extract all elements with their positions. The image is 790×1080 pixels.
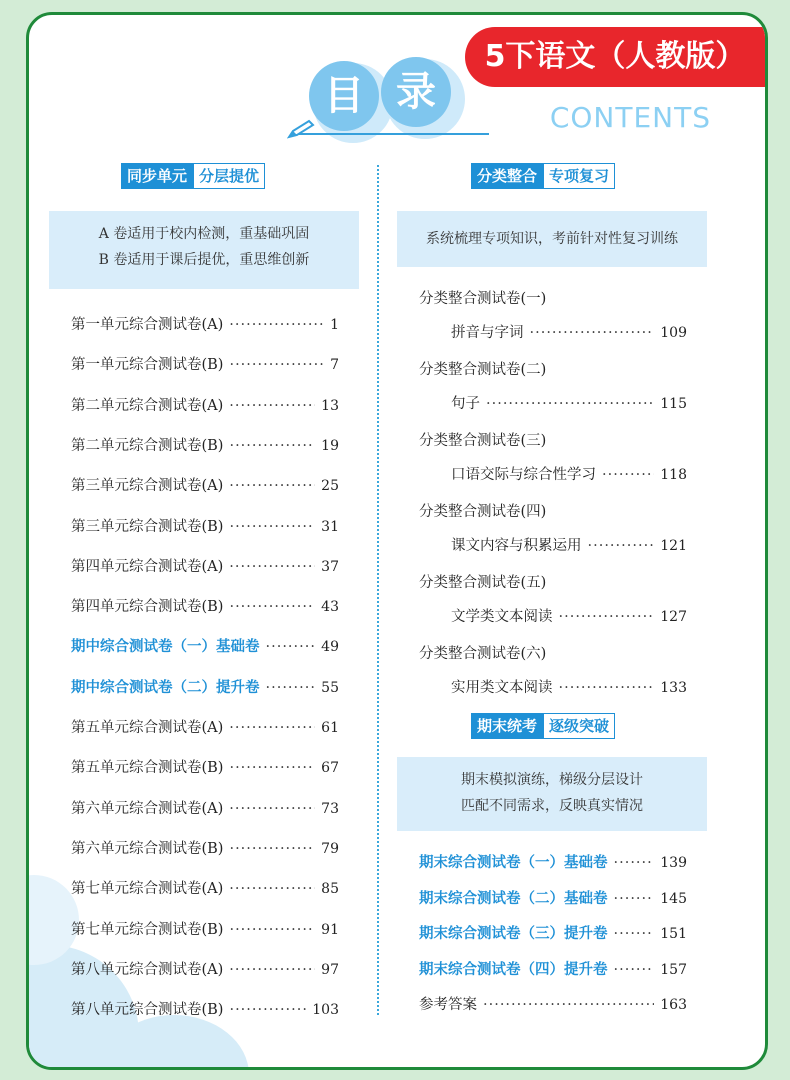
toc-page-number: 115 (660, 396, 687, 412)
toc-entry[interactable] (451, 676, 687, 697)
toc-leader-dots (486, 396, 654, 412)
toc-leader-dots (530, 325, 655, 341)
toc-title: 第五单元综合测试卷(A) (71, 720, 224, 736)
toc-entry[interactable] (71, 676, 339, 697)
toc-group-title[interactable]: 分类整合测试卷(二) (419, 362, 547, 378)
toc-leader-dots (229, 599, 315, 615)
toc-leader-dots (229, 357, 324, 373)
toc-entry[interactable] (71, 998, 339, 1019)
column-divider (377, 165, 379, 1015)
toc-page-number: 13 (321, 397, 339, 414)
toc-entry[interactable] (419, 993, 687, 1014)
section-classified: 分类整合 专项复习 (471, 163, 615, 189)
toc-page-number: 127 (660, 609, 687, 625)
section-sync-units: 同步单元 分层提优 (121, 163, 265, 189)
toc-entry[interactable] (71, 595, 339, 616)
toc-entry[interactable] (71, 313, 339, 334)
toc-title: 第六单元综合测试卷(A) (71, 800, 224, 817)
toc-leader-dots (614, 855, 655, 871)
toc-title: 第四单元综合测试卷(A) (71, 558, 224, 575)
toc-page-number: 91 (321, 921, 339, 938)
toc-page-number: 151 (660, 926, 687, 942)
toc-leader-dots (614, 926, 655, 942)
toc-page-number: 1 (330, 317, 339, 333)
toc-title: 第三单元综合测试卷(A) (71, 478, 224, 495)
contents-card (26, 12, 768, 1070)
toc-title: 口语交际与综合性学习 (451, 467, 596, 483)
toc-entry[interactable] (71, 877, 339, 898)
toc-page-number: 7 (330, 357, 339, 374)
toc-entry[interactable] (451, 534, 687, 555)
toc-entry[interactable] (419, 958, 687, 979)
title-char-1: 目 (309, 61, 379, 131)
toc-leader-dots (229, 881, 315, 897)
toc-leader-dots (229, 760, 315, 776)
toc-leader-dots (229, 962, 315, 978)
toc-entry[interactable] (419, 851, 687, 872)
toc-leader-dots (229, 559, 315, 575)
toc-title: 期末综合测试卷（四）提升卷 (419, 961, 608, 978)
toc-title: 文学类文本阅读 (451, 609, 553, 625)
toc-leader-dots (229, 1002, 306, 1018)
toc-page-number: 97 (321, 961, 339, 978)
toc-entry[interactable] (71, 958, 339, 979)
toc-title: 第七单元综合测试卷(A) (71, 881, 224, 898)
pen-icon (287, 119, 315, 139)
toc-title: 课文内容与积累运用 (451, 538, 582, 554)
toc-title: 第五单元综合测试卷(B) (71, 760, 224, 777)
toc-entry[interactable] (71, 555, 339, 576)
toc-leader-dots (229, 438, 315, 454)
toc-leader-dots (483, 997, 654, 1013)
toc-page-number: 61 (321, 720, 339, 736)
toc-leader-dots (229, 519, 315, 535)
toc-title: 第八单元综合测试卷(A) (71, 961, 224, 978)
toc-page-number: 133 (660, 680, 687, 696)
toc-page-number: 49 (321, 639, 339, 656)
toc-page-number: 67 (321, 760, 339, 777)
toc-entry[interactable] (71, 716, 339, 737)
toc-title: 第一单元综合测试卷(A) (71, 317, 224, 333)
toc-page-number: 55 (321, 679, 339, 696)
toc-leader-dots (602, 467, 654, 483)
toc-entry[interactable] (451, 605, 687, 626)
page-title (29, 15, 765, 165)
toc-leader-dots (229, 478, 315, 494)
toc-title: 第一单元综合测试卷(B) (71, 357, 224, 374)
toc-page-number: 145 (660, 890, 687, 907)
toc-entry[interactable] (71, 353, 339, 374)
toc-title: 第四单元综合测试卷(B) (71, 599, 224, 616)
toc-entry[interactable] (71, 797, 339, 818)
toc-leader-dots (614, 891, 655, 907)
title-char-2: 录 (381, 57, 451, 127)
toc-page-number: 109 (660, 325, 687, 341)
toc-group-title[interactable]: 分类整合测试卷(三) (419, 433, 547, 449)
title-underline (299, 133, 489, 135)
toc-title: 期末综合测试卷（二）基础卷 (419, 890, 608, 907)
toc-group-title[interactable]: 分类整合测试卷(六) (419, 646, 547, 662)
toc-page-number: 85 (321, 881, 339, 898)
toc-entry[interactable] (71, 756, 339, 777)
toc-title: 期中综合测试卷（一）基础卷 (71, 639, 260, 656)
toc-page-number: 139 (660, 855, 687, 871)
toc-entry[interactable] (71, 918, 339, 939)
toc-title: 实用类文本阅读 (451, 680, 553, 696)
toc-leader-dots (229, 922, 315, 938)
toc-page-number: 19 (321, 437, 339, 454)
toc-title: 期中综合测试卷（二）提升卷 (71, 679, 260, 696)
toc-entry[interactable] (419, 887, 687, 908)
toc-entry[interactable] (71, 394, 339, 415)
toc-group-title[interactable]: 分类整合测试卷(一) (419, 291, 547, 307)
toc-title: 参考答案 (419, 997, 477, 1013)
toc-page-number: 37 (321, 558, 339, 575)
toc-entry[interactable] (71, 474, 339, 495)
toc-title: 第二单元综合测试卷(A) (71, 397, 224, 414)
toc-page-number: 157 (660, 961, 687, 978)
toc-leader-dots (588, 538, 655, 554)
toc-leader-dots (559, 680, 655, 696)
finals-description: 期末模拟演练，梯级分层设计 匹配不同需求，反映真实情况 (397, 757, 707, 831)
toc-page-number: 73 (321, 800, 339, 817)
toc-entry[interactable] (71, 515, 339, 536)
toc-entry[interactable] (451, 392, 687, 413)
toc-entry[interactable] (71, 434, 339, 455)
toc-page-number: 79 (321, 840, 339, 857)
toc-entry[interactable] (451, 463, 687, 484)
toc-entry[interactable] (71, 635, 339, 656)
toc-group-title[interactable]: 分类整合测试卷(四) (419, 504, 547, 520)
section-finals: 期末统考 逐级突破 (471, 713, 615, 739)
right-description: 系统梳理专项知识，考前针对性复习训练 (397, 211, 707, 267)
toc-leader-dots (229, 801, 315, 817)
toc-title: 第二单元综合测试卷(B) (71, 437, 224, 454)
toc-group-title[interactable]: 分类整合测试卷(五) (419, 575, 547, 591)
toc-leader-dots (266, 680, 316, 696)
toc-page-number: 163 (660, 997, 687, 1013)
grade-badge: 5下语文（人教版） (465, 27, 765, 87)
toc-leader-dots (266, 639, 316, 655)
toc-entry[interactable] (71, 837, 339, 858)
toc-leader-dots (229, 841, 315, 857)
toc-title: 句子 (451, 396, 480, 412)
toc-page-number: 118 (660, 467, 687, 483)
toc-leader-dots (559, 609, 655, 625)
toc-leader-dots (229, 317, 324, 333)
toc-leader-dots (229, 720, 315, 736)
toc-page-number: 121 (660, 538, 687, 554)
contents-english: CONTENTS (549, 101, 711, 134)
toc-page-number: 103 (312, 1002, 339, 1019)
toc-entry[interactable] (419, 922, 687, 943)
toc-title: 第七单元综合测试卷(B) (71, 921, 224, 938)
toc-title: 拼音与字词 (451, 325, 524, 341)
toc-leader-dots (614, 962, 655, 978)
toc-title: 第八单元综合测试卷(B) (71, 1002, 224, 1019)
toc-page-number: 31 (321, 518, 339, 535)
toc-leader-dots (229, 398, 315, 414)
toc-title: 期末综合测试卷（三）提升卷 (419, 926, 608, 942)
toc-title: 第三单元综合测试卷(B) (71, 518, 224, 535)
toc-entry[interactable] (451, 321, 687, 342)
toc-title: 期末综合测试卷（一）基础卷 (419, 855, 608, 871)
left-description: A 卷适用于校内检测，重基础巩固 B 卷适用于课后提优，重思维创新 (49, 211, 359, 289)
toc-page-number: 25 (321, 478, 339, 495)
toc-page-number: 43 (321, 599, 339, 616)
toc-title: 第六单元综合测试卷(B) (71, 840, 224, 857)
